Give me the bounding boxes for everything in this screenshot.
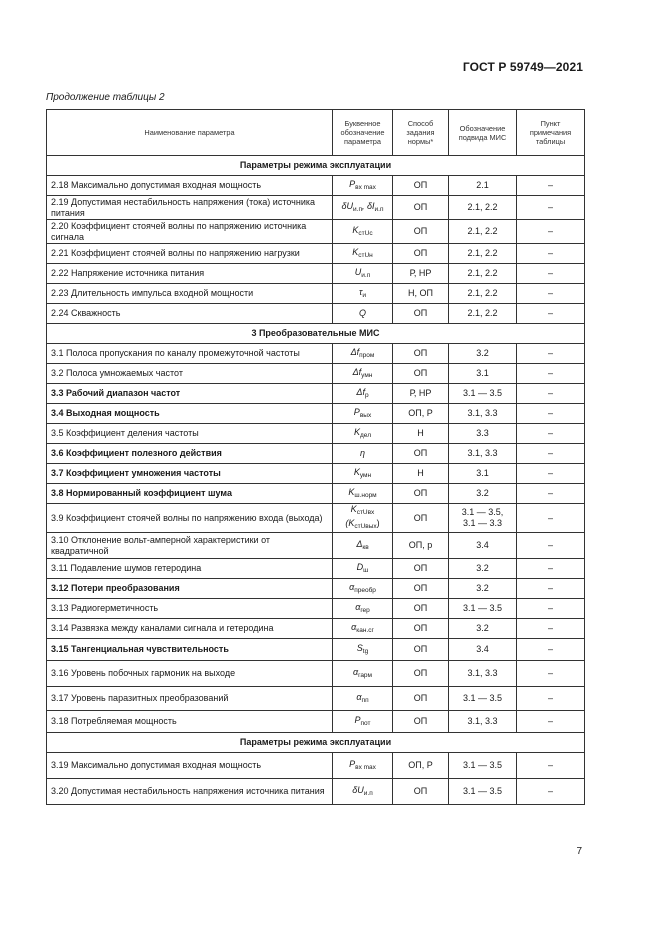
cell-symbol (333, 599, 393, 619)
subtype-value: 3.1 — 3.5, (461, 507, 504, 517)
table-row (47, 404, 585, 424)
symbol-main: K (352, 224, 359, 235)
cell-method: ОП (393, 559, 449, 579)
subtype-value: 2.1, 2.2 (467, 268, 498, 278)
cell-note: – (517, 687, 585, 711)
symbol-subscript: вых (359, 411, 372, 419)
table-row (47, 220, 585, 244)
section-title: Параметры режима эксплуатации (47, 156, 585, 176)
cell-subtype (449, 599, 517, 619)
symbol-main: α (351, 621, 357, 632)
symbol-subscript: дел (360, 431, 371, 439)
col-header-subtype: Обозначение подвида МИС (449, 110, 517, 156)
section-row (47, 733, 585, 753)
cell-symbol (333, 364, 393, 384)
symbol-subscript: кв (362, 543, 369, 551)
section-title: Параметры режима эксплуатации (47, 733, 585, 753)
cell-note: – (517, 464, 585, 484)
cell-note: – (517, 196, 585, 220)
cell-symbol (333, 464, 393, 484)
cell-name: 3.11 Подавление шумов гетеродина (47, 559, 333, 579)
subtype-value: 3.1 — 3.5 (462, 693, 503, 703)
cell-note: – (517, 779, 585, 805)
cell-subtype (449, 779, 517, 805)
symbol-line2: (K (345, 518, 355, 528)
cell-method: ОП (393, 619, 449, 639)
cell-subtype (449, 284, 517, 304)
cell-symbol (333, 244, 393, 264)
cell-symbol (333, 176, 393, 196)
cell-method: ОП (393, 579, 449, 599)
cell-symbol (333, 404, 393, 424)
cell-symbol (333, 424, 393, 444)
table-row (47, 424, 585, 444)
cell-name: 2.18 Максимально допустимая входная мощность (47, 176, 333, 196)
cell-symbol (333, 661, 393, 687)
cell-note: – (517, 344, 585, 364)
cell-name: 3.19 Максимально допустимая входная мощность (47, 753, 333, 779)
symbol-subscript-2: и.п (374, 205, 384, 213)
cell-note: – (517, 264, 585, 284)
symbol-subscript: tg (362, 647, 369, 655)
section-row (47, 156, 585, 176)
cell-method: ОП (393, 599, 449, 619)
symbol-subscript: р (364, 391, 369, 399)
symbol-main: δU (352, 784, 364, 795)
symbol-main: P (353, 406, 360, 417)
symbol-subscript: и.п (353, 205, 362, 213)
symbol-main: K (350, 504, 357, 514)
cell-method: ОП, Р (393, 404, 449, 424)
cell-symbol (333, 264, 393, 284)
symbol-subscript: умн (359, 471, 372, 479)
table-row (47, 304, 585, 324)
cell-note: – (517, 559, 585, 579)
symbol-subscript: ш.норм (354, 491, 377, 499)
table-row (47, 364, 585, 384)
symbol-main-2: , δI (362, 200, 375, 211)
col-header-name: Наименование параметра (47, 110, 333, 156)
table-row (47, 384, 585, 404)
cell-subtype (449, 244, 517, 264)
symbol-main: α (349, 581, 355, 592)
symbol-main: D (356, 561, 364, 572)
cell-method: ОП (393, 304, 449, 324)
symbol-subscript: стUвх (356, 509, 375, 516)
cell-symbol (333, 559, 393, 579)
cell-subtype (449, 364, 517, 384)
section-title: 3 Преобразовательные МИС (47, 324, 585, 344)
symbol-line2-end: ) (376, 518, 380, 528)
cell-note: – (517, 579, 585, 599)
symbol-main: K (353, 426, 360, 437)
cell-name: 2.22 Напряжение источника питания (47, 264, 333, 284)
symbol-subscript: стUн (358, 251, 373, 259)
cell-note: – (517, 661, 585, 687)
subtype-value: 2.1, 2.2 (467, 226, 498, 236)
cell-subtype (449, 579, 517, 599)
cell-symbol (333, 504, 393, 533)
cell-symbol (333, 779, 393, 805)
symbol-main: δU (341, 200, 354, 211)
subtype-value: 2.1, 2.2 (467, 202, 498, 212)
cell-method: ОП (393, 196, 449, 220)
symbol-subscript: вх max (355, 763, 376, 771)
cell-subtype (449, 559, 517, 579)
table-row (47, 579, 585, 599)
table-row (47, 244, 585, 264)
table-row (47, 533, 585, 559)
cell-subtype (449, 711, 517, 733)
symbol-main: K (352, 246, 359, 257)
cell-method: ОП (393, 711, 449, 733)
cell-subtype (449, 533, 517, 559)
cell-method: ОП (393, 344, 449, 364)
cell-symbol (333, 196, 393, 220)
parameters-table (46, 109, 585, 805)
cell-subtype (449, 639, 517, 661)
cell-name: 2.20 Коэффициент стоячей волны по напряжению источника сигнала (47, 220, 333, 244)
table-row (47, 779, 585, 805)
cell-name: 3.4 Выходная мощность (47, 404, 333, 424)
table-row (47, 661, 585, 687)
cell-subtype (449, 661, 517, 687)
cell-subtype (449, 504, 517, 533)
table-row (47, 559, 585, 579)
table-row (47, 176, 585, 196)
subtype-value: 3.1 (476, 368, 489, 378)
symbol-main: P (349, 758, 356, 769)
table-header-row (47, 110, 585, 156)
symbol-subscript: кан.сг (356, 626, 374, 634)
cell-note: – (517, 384, 585, 404)
cell-symbol (333, 533, 393, 559)
cell-name: 2.24 Скважность (47, 304, 333, 324)
cell-symbol (333, 639, 393, 661)
cell-symbol (333, 484, 393, 504)
cell-name: 3.2 Полоса умножаемых частот (47, 364, 333, 384)
symbol-subscript: пот (360, 719, 371, 727)
cell-note: – (517, 364, 585, 384)
cell-name: 3.20 Допустимая нестабильность напряжения источника питания (47, 779, 333, 805)
cell-note: – (517, 176, 585, 196)
subtype-value: 2.1, 2.2 (467, 308, 498, 318)
cell-name: 3.18 Потребляемая мощность (47, 711, 333, 733)
subtype-value: 3.2 (476, 348, 489, 358)
symbol-subscript: вх max (355, 183, 376, 191)
cell-name: 3.9 Коэффициент стоячей волны по напряжению входа (выхода) (47, 504, 333, 533)
symbol-main: S (356, 642, 363, 653)
symbol-subscript: и.п (363, 789, 373, 797)
symbol-main: τ (358, 286, 363, 297)
cell-note: – (517, 484, 585, 504)
cell-method: ОП (393, 661, 449, 687)
cell-note: – (517, 404, 585, 424)
table-row (47, 444, 585, 464)
col-header-method: Способ задания нормы* (393, 110, 449, 156)
symbol-subscript: стUс (358, 229, 373, 237)
symbol-main: α (356, 691, 362, 702)
cell-note: – (517, 244, 585, 264)
cell-symbol (333, 220, 393, 244)
cell-symbol (333, 753, 393, 779)
cell-symbol (333, 619, 393, 639)
symbol-main: K (348, 486, 355, 497)
cell-subtype (449, 444, 517, 464)
table-row (47, 464, 585, 484)
col-header-note: Пункт примечания таблицы (517, 110, 585, 156)
cell-method: Р, НР (393, 264, 449, 284)
cell-note: – (517, 304, 585, 324)
cell-name: 3.1 Полоса пропускания по каналу промежуточной частоты (47, 344, 333, 364)
subtype-value: 3.2 (476, 488, 489, 498)
cell-symbol (333, 444, 393, 464)
cell-subtype (449, 619, 517, 639)
cell-name: 3.8 Нормированный коэффициент шума (47, 484, 333, 504)
cell-name: 3.14 Развязка между каналами сигнала и гетеродина (47, 619, 333, 639)
cell-name: 3.15 Тангенциальная чувствительность (47, 639, 333, 661)
subtype-value: 3.1, 3.3 (467, 408, 498, 418)
subtype-value: 3.1 (476, 468, 489, 478)
cell-subtype (449, 220, 517, 244)
subtype-value: 3.1, 3.3 (467, 668, 498, 678)
cell-method: ОП (393, 176, 449, 196)
cell-symbol (333, 304, 393, 324)
cell-name: 2.23 Длительность импульса входной мощности (47, 284, 333, 304)
symbol-subscript: гер (360, 606, 370, 614)
cell-note: – (517, 599, 585, 619)
cell-subtype (449, 344, 517, 364)
symbol-subscript: ш (363, 566, 369, 574)
symbol-main: Δf (356, 386, 365, 397)
cell-symbol (333, 344, 393, 364)
subtype-value: 3.4 (476, 540, 489, 550)
cell-method: ОП (393, 244, 449, 264)
symbol-subscript: преобр (354, 586, 376, 594)
cell-method: ОП (393, 364, 449, 384)
subtype-value: 3.4 (476, 644, 489, 654)
subtype-value: 3.1 — 3.5 (462, 603, 503, 613)
cell-name: 3.6 Коэффициент полезного действия (47, 444, 333, 464)
cell-note: – (517, 444, 585, 464)
cell-method: ОП (393, 484, 449, 504)
symbol-subscript: и.п (361, 271, 371, 279)
page-number: 7 (576, 846, 582, 857)
cell-note: – (517, 753, 585, 779)
cell-note: – (517, 533, 585, 559)
symbol-subscript: и (362, 291, 366, 299)
subtype-value-2: 3.1 — 3.3 (462, 518, 503, 528)
subtype-value: 2.1, 2.2 (467, 288, 498, 298)
cell-name: 3.16 Уровень побочных гармоник на выходе (47, 661, 333, 687)
subtype-value: 3.1, 3.3 (467, 448, 498, 458)
subtype-value: 2.1, 2.2 (467, 248, 498, 258)
cell-method: ОП, р (393, 533, 449, 559)
symbol-line2-subscript: стUвых (354, 523, 377, 530)
symbol-main: U (354, 266, 362, 277)
table-row (47, 599, 585, 619)
subtype-value: 3.1 — 3.5 (462, 388, 503, 398)
table-row (47, 711, 585, 733)
cell-subtype (449, 384, 517, 404)
subtype-value: 3.3 (476, 428, 489, 438)
cell-method: ОП (393, 220, 449, 244)
cell-method: ОП, Р (393, 753, 449, 779)
cell-note: – (517, 619, 585, 639)
symbol-main: Δf (350, 346, 360, 357)
cell-name: 3.7 Коэффициент умножения частоты (47, 464, 333, 484)
cell-name: 3.3 Рабочий диапазон частот (47, 384, 333, 404)
table-caption: Продолжение таблицы 2 (46, 92, 165, 103)
cell-note: – (517, 639, 585, 661)
symbol-main: η (360, 448, 365, 458)
subtype-value: 2.1 (476, 180, 489, 190)
cell-name: 3.17 Уровень паразитных преобразований (47, 687, 333, 711)
cell-subtype (449, 424, 517, 444)
cell-method: ОП (393, 639, 449, 661)
symbol-main: α (352, 666, 359, 677)
cell-method: ОП (393, 779, 449, 805)
subtype-value: 3.1, 3.3 (467, 716, 498, 726)
cell-name: 3.12 Потери преобразования (47, 579, 333, 599)
symbol-main: Δf (352, 366, 362, 377)
symbol-main: Δ (356, 538, 363, 549)
subtype-value: 3.2 (476, 563, 489, 573)
symbol-subscript: пром (359, 351, 375, 359)
section-row (47, 324, 585, 344)
table-row (47, 753, 585, 779)
cell-method: Н (393, 464, 449, 484)
cell-symbol (333, 687, 393, 711)
cell-symbol (333, 384, 393, 404)
table-row (47, 284, 585, 304)
table-row (47, 619, 585, 639)
table-row (47, 687, 585, 711)
symbol-main: α (355, 601, 361, 612)
symbol-main: P (354, 714, 361, 725)
cell-subtype (449, 404, 517, 424)
cell-name: 3.13 Радиогерметичность (47, 599, 333, 619)
cell-name: 2.21 Коэффициент стоячей волны по напряжению нагрузки (47, 244, 333, 264)
cell-method: ОП (393, 444, 449, 464)
col-header-symbol: Буквенное обозначение параметра (333, 110, 393, 156)
subtype-value: 3.2 (476, 583, 489, 593)
table-row (47, 344, 585, 364)
cell-subtype (449, 753, 517, 779)
cell-symbol (333, 711, 393, 733)
symbol-main: Q (358, 308, 366, 318)
table-row (47, 484, 585, 504)
cell-note: – (517, 711, 585, 733)
subtype-value: 3.2 (476, 623, 489, 633)
document-code: ГОСТ Р 59749—2021 (462, 60, 583, 74)
symbol-main: K (353, 466, 360, 477)
cell-symbol (333, 579, 393, 599)
cell-symbol (333, 284, 393, 304)
symbol-subscript: умн (361, 371, 373, 379)
table-row (47, 264, 585, 284)
cell-subtype (449, 464, 517, 484)
cell-method: Н, ОП (393, 284, 449, 304)
cell-subtype (449, 264, 517, 284)
cell-subtype (449, 176, 517, 196)
cell-note: – (517, 504, 585, 533)
cell-name: 3.10 Отклонение вольт-амперной характеристики от квадратичной (47, 533, 333, 559)
table-row (47, 504, 585, 533)
symbol-subscript: гарм (358, 671, 373, 679)
table-row (47, 639, 585, 661)
cell-subtype (449, 304, 517, 324)
cell-name: 3.5 Коэффициент деления частоты (47, 424, 333, 444)
symbol-subscript: пп (361, 696, 369, 704)
cell-subtype (449, 484, 517, 504)
cell-name: 2.19 Допустимая нестабильность напряжения (тока) источника питания (47, 196, 333, 220)
table-row (47, 196, 585, 220)
cell-subtype (449, 687, 517, 711)
cell-method: ОП (393, 687, 449, 711)
cell-subtype (449, 196, 517, 220)
cell-note: – (517, 220, 585, 244)
cell-note: – (517, 424, 585, 444)
subtype-value: 3.1 — 3.5 (462, 760, 503, 770)
subtype-value: 3.1 — 3.5 (462, 786, 503, 796)
cell-note: – (517, 284, 585, 304)
symbol-main: P (349, 178, 356, 189)
cell-method: Н (393, 424, 449, 444)
cell-method: Р, НР (393, 384, 449, 404)
cell-method: ОП (393, 504, 449, 533)
